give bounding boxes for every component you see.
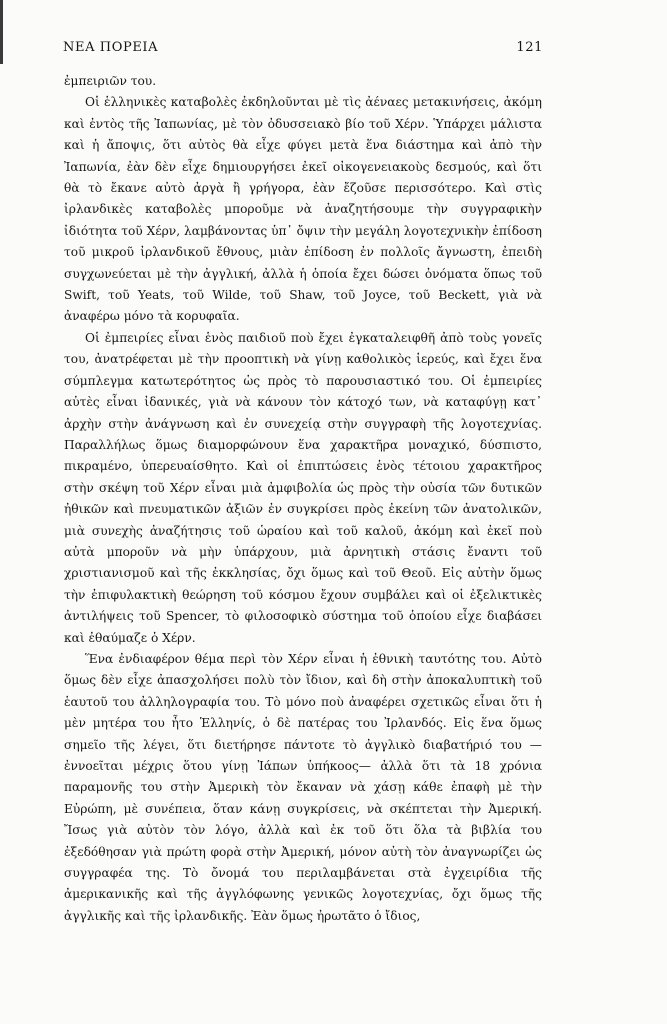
paragraph: Οἱ ἑλληνικὲς καταβολὲς ἐκδηλοῦνται μὲ τὶς ἀέναες μετακινήσεις, ἀκόμη καὶ ἐντὸς τῆς Ἰαπωνίας, μὲ τὸν ὀδυσσειακὸ βίο τοῦ Χέρν. Ὑπάρχει μάλιστα καὶ ἡ ἄποψις, ὅτι αὐτὸς θὰ εἶχε φύγει μετὰ ἕνα διάστημα καὶ ἀπὸ τὴν Ἰαπωνία, ἐὰν δὲν εἶχε δημιουργήσει ἐκεῖ οἰκογενειακοὺς δεσμούς, καὶ ὅτι θὰ τὸ ἔκανε αὐτὸ ἀργὰ ἢ γρήγορα, ἐὰν ἔζοῦσε περισσότερο. Καὶ στὶς ἰρλανδικὲς καταβολὲς μποροῦμε νὰ ἀναζητήσουμε τὴν συγγραφικὴν ἰδιότητα τοῦ Χέρν, λαμβάνοντας ὑπ᾿ ὄψιν τὴν μεγάλη λογοτεχνικὴν ἐπίδοση τοῦ μικροῦ ἰρλανδικοῦ ἔθνους, μιὰν ἐπίδοση ἐν πολλοῖς ἄγνωστη, ἐπειδὴ συγχωνεύεται μὲ τὴν ἀγγλική, ἀλλὰ ἡ ὁποία ἔχει δώσει ὀνόματα ὅπως τοῦ Swift, τοῦ Yeats, τοῦ Wilde, τοῦ Shaw, τοῦ Joyce, τοῦ Beckett, γιὰ νὰ ἀναφέρω μόνο τὰ κορυφαῖα.	[64, 95, 542, 324]
page-header	[63, 40, 543, 60]
paragraph: Ἕνα ἐνδιαφέρον θέμα περὶ τὸν Χέρν εἶναι ἡ ἐθνικὴ ταυτότης του. Αὐτὸ ὅμως δὲν εἶχε ἀπασχολήσει πολὺ τὸν ἴδιον, καὶ δὴ στὴν ἀποκαλυπτικὴ τοῦ ἑαυτοῦ του ἀλληλογραφία του. Τὸ μόνο ποὺ ἀναφέρει σχετικῶς εἶναι ὅτι ἡ μὲν μητέρα του ἦτο Ἑλληνίς, ὁ δὲ πατέρας του Ἰρλανδός. Εἰς ἕνα ὅμως σημεῖο τῆς λέγει, ὅτι διετήρησε πάντοτε τὸ ἀγγλικὸ διαβατήριό του —ἐννοεῖται μέχρις ὅτου γίνῃ Ἰάπων ὑπήκοος— ἀλλὰ ὅτι τὰ 18 χρόνια παραμονῆς του στὴν Ἀμερικὴ τὸν ἔκαναν νὰ χάσῃ κάθε ἐπαφὴ μὲ τὴν Εὐρώπη, μὲ συνέπεια, ὅταν κάνῃ συγκρίσεις, νὰ σκέπτεται τὴν Ἀμερική. Ἴσως γιὰ αὐτὸν τὸν λόγο, ἀλλὰ καὶ ἐκ τοῦ ὅτι ὅλα τὰ βιβλία του ἐξεδόθησαν γιὰ πρώτη φορὰ στὴν Ἀμερική, μόνον αὐτὴ τὸν ἀναγνωρίζει ὡς συγγραφέα της. Τὸ ὄνομά του περιλαμβάνεται στὰ ἐγχειρίδια τῆς ἀμερικανικῆς καὶ τῆς ἀγγλόφωνης γενικῶς λογοτεχνίας, ὄχι ὅμως τῆς ἀγγλικῆς καὶ τῆς ἰρλανδικῆς. Ἐὰν ὅμως ἠρωτᾶτο ὁ ἴδιος,	[64, 651, 542, 923]
running-head: ΝΕΑ ΠΟΡΕΙΑ	[63, 40, 159, 55]
paragraph-continuation: ἐμπειριῶν του.	[64, 74, 157, 88]
page-number: 121	[516, 40, 543, 55]
body-text	[64, 71, 542, 927]
paragraph: Οἱ ἐμπειρίες εἶναι ἑνὸς παιδιοῦ ποὺ ἔχει ἐγκαταλειφθῆ ἀπὸ τοὺς γονεῖς του, ἀνατρέφεται μὲ τὴν προοπτικὴ νὰ γίνῃ καθολικὸς ἱερεύς, καὶ ἔχει ἕνα σύμπλεγμα κατωτερότητος ὡς πρὸς τὸ παρουσιαστικό του. Οἱ ἐμπειρίες αὐτὲς εἶναι ἰδανικές, γιὰ νὰ κάνουν τὸν κάτοχό των, νὰ καταφύγῃ κατ᾿ ἀρχὴν στὴν ἀνάγνωση καὶ ἐν συνεχείᾳ στὴν συγγραφὴ τῆς λογοτεχνίας. Παραλλήλως ὅμως διαμορφώνουν ἕνα χαρακτῆρα μοναχικό, δύσπιστο, πικραμένο, ὑπερευαίσθητο. Καὶ οἱ ἐπιπτώσεις ἑνὸς τέτοιου χαρακτῆρος στὴν σκέψη τοῦ Χέρν εἶναι μιὰ ἀμφιβολία ὡς πρὸς τὴν οὐσία τῶν δυτικῶν ἠθικῶν καὶ πνευματικῶν ἀξιῶν ἐν συγκρίσει πρὸς ἐκείνη τῶν ἀνατολικῶν, μιὰ συνεχὴς ἀναζήτησις τοῦ ὡραίου καὶ τοῦ καλοῦ, ἀκόμη καὶ ἐκεῖ ποὺ αὐτὰ μποροῦν νὰ μὴν ὑπάρχουν, μιὰ ἀρνητικὴ στάσις ἔναντι τοῦ χριστιανισμοῦ καὶ τῆς ἐκκλησίας, ὄχι ὅμως καὶ τοῦ Θεοῦ. Εἰς αὐτὴν ὅμως τὴν ἐπιφυλακτικὴ θεώρηση τοῦ κόσμου ἔχουν συμβάλει καὶ οἱ ἐξελικτικὲς ἀντιλήψεις τοῦ Spencer, τὸ φιλοσοφικὸ σύστημα τοῦ ὁποίου εἶχε διαβάσει καὶ ἐθαύμαζε ὁ Χέρν.	[64, 330, 542, 645]
page-edge-mark	[0, 0, 3, 64]
